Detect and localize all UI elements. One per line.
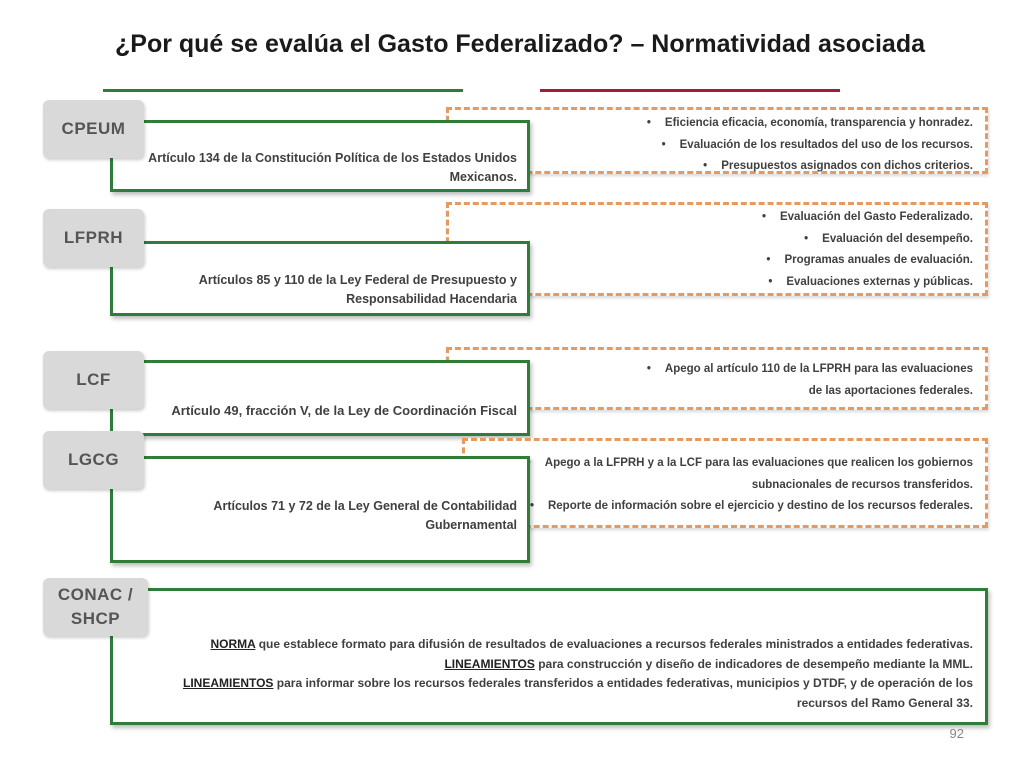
slide-title: ¿Por qué se evalúa el Gasto Federalizado? – Normatividad asociada <box>115 30 925 58</box>
lfprh-law-box <box>110 241 530 316</box>
lgcg-law-box <box>110 456 530 563</box>
lcf-law-box <box>110 360 530 436</box>
norm-line-3 <box>183 674 973 694</box>
title-rule-red <box>540 89 840 92</box>
norm-line-4 <box>183 694 973 714</box>
lfprh-law-text-line2: Responsabilidad Hacendaria <box>346 292 517 306</box>
norm-text: que establece formato para difusión de resultados de evaluaciones a recursos federales ministrados a entidades federativas. <box>255 637 973 651</box>
list-item: • Presupuestos asignados con dichos criterios. <box>647 156 973 178</box>
tag-lcf: LCF <box>43 351 144 409</box>
list-item: subnacionales de recursos transferidos. <box>751 478 973 491</box>
norm-line-1 <box>183 635 973 655</box>
norm-keyword: NORMA <box>210 637 256 651</box>
lcf-law-text-line1: Artículo 49, fracción V, de la Ley de Coordinación Fiscal <box>171 403 517 418</box>
tag-conac-line1: CONAC / <box>57 585 134 604</box>
list-item: • Apego al artículo 110 de la LFPRH para las evaluaciones <box>647 359 973 381</box>
list-item: • Evaluación del desempeño. <box>762 229 973 251</box>
lgcg-criteria-box <box>462 438 988 528</box>
norm-text: recursos del Ramo General 33. <box>796 695 973 710</box>
lgcg-law-text-line1: Artículos 71 y 72 de la Ley General de Contabilidad <box>213 499 517 513</box>
tag-cpeum: CPEUM <box>43 100 144 158</box>
list-item: • Evaluación del Gasto Federalizado. <box>762 207 973 229</box>
lfprh-law-text-line1: Artículos 85 y 110 de la Ley Federal de Presupuesto y <box>198 273 517 287</box>
lgcg-law-text-line2: Gubernamental <box>425 518 517 532</box>
list-item: • Evaluación de los resultados del uso de los recursos. <box>647 135 973 157</box>
tag-conac-line2: SHCP <box>70 609 121 628</box>
list-item: • Eficiencia eficacia, economía, transparencia y honradez. <box>647 113 973 135</box>
cpeum-law-box <box>110 120 530 192</box>
list-item: de las aportaciones federales. <box>808 384 973 397</box>
tag-conac-shcp <box>43 578 148 636</box>
page-number: 92 <box>949 726 964 741</box>
title-rule-green <box>103 89 463 92</box>
norm-text: para informar sobre los recursos federales transferidos a entidades federativas, municipios y DTDF, y de operación de los <box>273 676 973 690</box>
norm-keyword: LINEAMIENTOS <box>444 656 535 671</box>
norm-keyword: LINEAMIENTOS <box>182 676 274 690</box>
cpeum-law-text-line2: Mexicanos. <box>449 170 517 184</box>
cpeum-law-text-line1: Artículo 134 de la Constitución Política de los Estados Unidos <box>148 151 517 165</box>
list-item: • Apego a la LFPRH y a la LCF para las evaluaciones que realicen los gobiernos <box>527 453 973 475</box>
tag-lgcg: LGCG <box>43 431 144 489</box>
tag-lfprh: LFPRH <box>43 209 144 267</box>
list-item: • Programas anuales de evaluación. <box>762 250 973 272</box>
list-item: • Reporte de información sobre el ejercicio y destino de los recursos federales. <box>527 496 973 518</box>
conac-norms-box <box>110 588 988 725</box>
norm-text: para construcción y diseño de indicadores de desempeño mediante la MML. <box>534 656 973 671</box>
norm-line-2 <box>183 655 973 675</box>
list-item: • Evaluaciones externas y públicas. <box>762 272 973 294</box>
